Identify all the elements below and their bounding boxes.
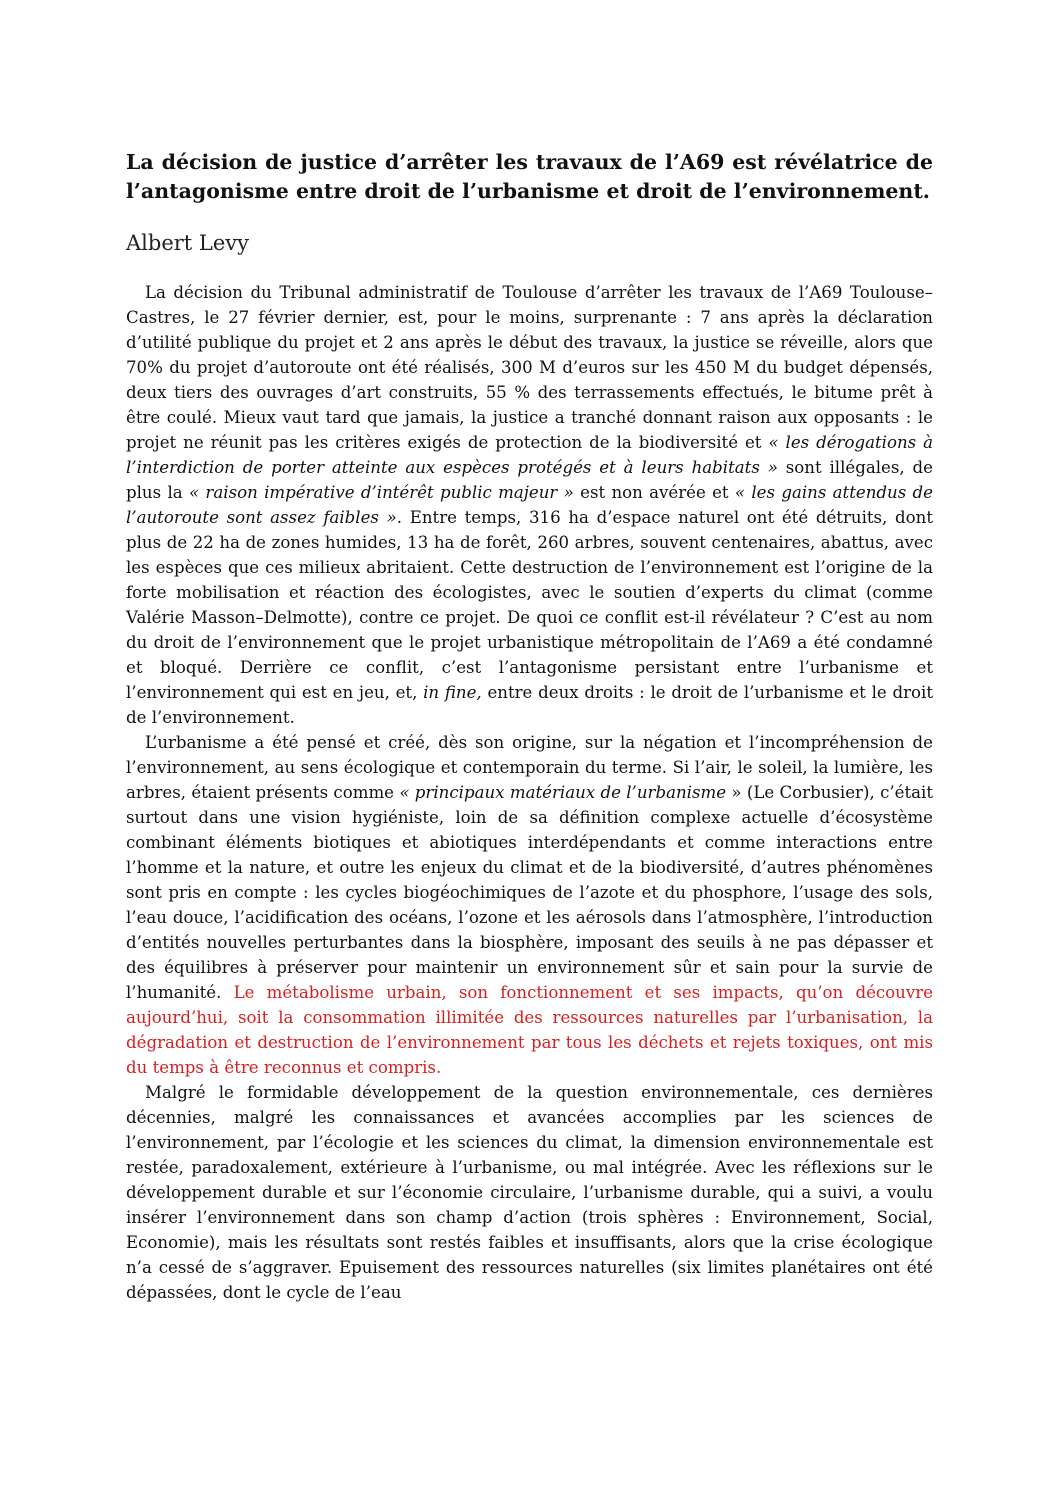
paragraph-1 [126, 280, 933, 730]
document-page [126, 148, 933, 1305]
quote-raison-imperative: « raison impérative d’intérêt public majeur » [188, 483, 574, 502]
quote-le-corbusier: « principaux matériaux de l’urbanisme [399, 783, 727, 802]
paragraph-text: » (Le Corbusier), c’était surtout dans une vision hygiéniste, loin de sa définition complexe actuelle d’écosystème combinant éléments biotiques et abiotiques interdépendants et comme interactions entre l’homme et la nature, et outre les enjeux du climat et de la biodiversité, d’autres phénomènes sont pris en compte : les cycles biogéochimiques de l’azote et du phosphore, l’usage des sols, l’eau douce, l’acidification des océans, l’ozone et les aérosols dans l’atmosphère, l’introduction d’entités nouvelles perturbantes dans la biosphère, imposant des seuils à ne pas dépasser et des équilibres à préserver pour maintenir un environnement sûr et sain pour la survie de l’humanité. [126, 783, 933, 1002]
paragraph-text: est non avérée et [573, 483, 735, 502]
highlighted-text: Le métabolisme urbain, son fonctionnement et ses impacts, qu’on découvre aujourd’hui, soit la consommation illimitée des ressources naturelles par l’urbanisation, la dégradation et destruction de l’environnement par tous les déchets et rejets toxiques, ont mis du temps à être reconnus et compris. [126, 983, 933, 1077]
quote-derogations: « les dérogations à l’interdiction de porter atteinte aux espèces protégés et à leurs habitats » [126, 433, 933, 477]
paragraph-text: Entre temps, 316 ha d’espace naturel ont été détruits, dont plus de 22 ha de zones humides, 13 ha de forêt, 260 arbres, souvent centenaires, abattus, avec les espèces que ces milieux abritaient. Cette destruction de l’environnement est l’origine de la forte mobilisation et réaction des écologistes, avec le soutien d’experts du climat (comme Valérie Masson–Delmotte), contre ce projet. De quoi ce conflit est-il révélateur ? C’est au nom du droit de l’environnement que le projet urbanistique métropolitain de l’A69 a été condamné et bloqué. Derrière ce conflit, c’est l’antagonisme persistant entre l’urbanisme et l’environnement qui est en jeu, et, [126, 508, 933, 702]
quote-gains-attendus: « les gains attendus de l’autoroute sont assez faibles ». [126, 483, 933, 527]
article-title: La décision de justice d’arrêter les travaux de l’A69 est révélatrice de l’antagonisme entre droit de l’urbanisme et droit de l’environnement. [126, 150, 933, 203]
article-body [126, 280, 933, 1305]
paragraph-2 [126, 730, 933, 1080]
paragraph-3 [126, 1080, 933, 1305]
paragraph-text: Malgré le formidable développement de la question environnementale, ces dernières décennies, malgré les connaissances et avancées accomplies par les sciences de l’environnement, par l’écologie et les sciences du climat, la dimension environnementale est restée, paradoxalement, extérieure à l’urbanisme, ou mal intégrée. Avec les réflexions sur le développement durable et sur l’économie circulaire, l’urbanisme durable, qui a suivi, a voulu insérer l’environnement dans son champ d’action (trois sphères : Environnement, Social, Economie), mais les résultats sont restés faibles et insuffisants, alors que la crise écologique n’a cessé de s’aggraver. Epuisement des ressources naturelles (six limites planétaires ont été dépassées, dont le cycle de l’eau [126, 1083, 933, 1302]
paragraph-text: sont illégales, de plus la [126, 458, 933, 502]
paragraph-text: La décision du Tribunal administratif de Toulouse d’arrêter les travaux de l’A69 Toulouse–Castres, le 27 février dernier, est, pour le moins, surprenante : 7 ans après la déclaration d’utilité publique du projet et 2 ans après le début des travaux, la justice se réveille, alors que 70% du projet d’autoroute ont été réalisés, 300 M d’euros sur les 450 M du budget dépensés, deux tiers des ouvrages d’art construits, 55 % des terrassements effectués, le bitume prêt à être coulé. Mieux vaut tard que jamais, la justice a tranché donnant raison aux opposants : le projet ne réunit pas les critères exigés de protection de la biodiversité et [126, 283, 933, 452]
author-name: Albert Levy [126, 231, 250, 255]
paragraph-text: L’urbanisme a été pensé et créé, dès son origine, sur la négation et l’incompréhension de l’environnement, au sens écologique et contemporain du terme. Si l’air, le soleil, la lumière, les arbres, étaient présents comme [126, 733, 933, 802]
paragraph-text: entre deux droits : le droit de l’urbanisme et le droit de l’environnement. [126, 683, 933, 727]
term-in-fine: in fine, [423, 683, 482, 702]
